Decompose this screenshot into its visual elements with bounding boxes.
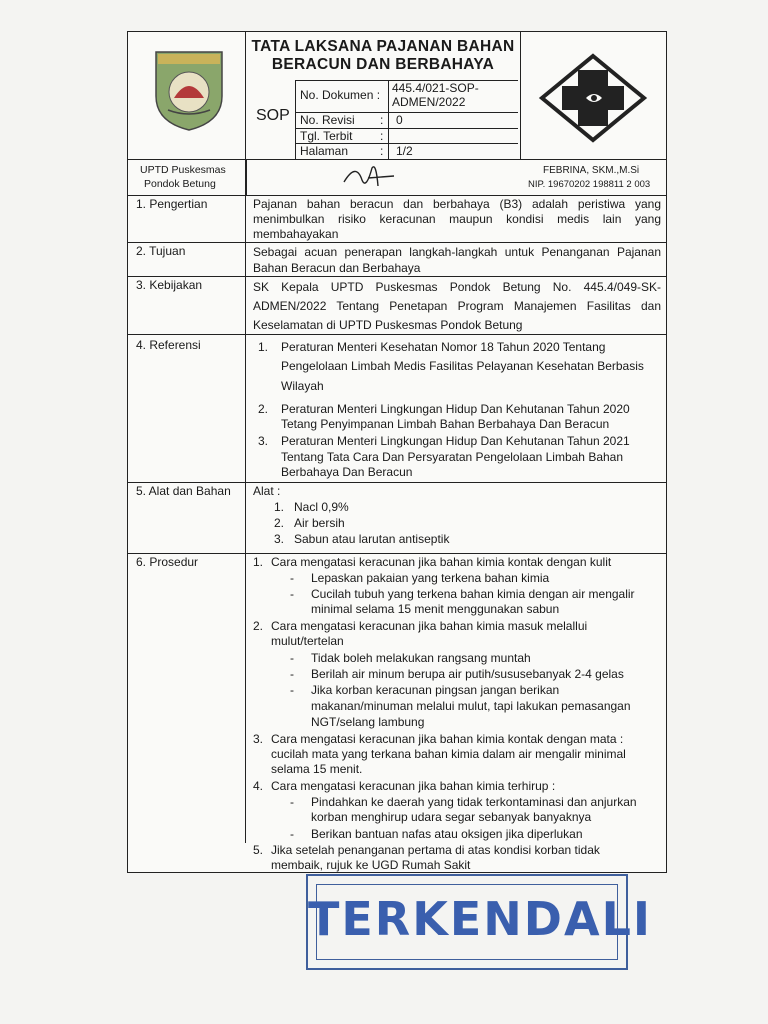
prosedur-step-2-sub-3-line-3: NGT/selang lambung <box>311 715 425 729</box>
halaman-value: 1/2 <box>396 144 413 158</box>
prosedur-step-1-sub-2-line-1: Cucilah tubuh yang terkena bahan kimia dengan air mengalir <box>311 587 635 601</box>
prosedur-step-2-line-2: mulut/tertelan <box>271 634 344 648</box>
sop-label: SOP <box>256 107 290 124</box>
referensi-item-2-line-1: Peraturan Menteri Lingkungan Hidup Dan Kehutanan Tahun 2020 <box>281 402 630 416</box>
section-text-tujuan: Sebagai acuan penerapan langkah-langkah untuk Penanganan Pajanan Bahan Beracun dan Berbahaya <box>253 245 661 275</box>
document-title-line-2: BERACUN DAN BERBAHAYA <box>271 56 495 73</box>
referensi-item-1-line-3: Wilayah <box>281 379 324 393</box>
document-title-line-1: TATA LAKSANA PAJANAN BAHAN <box>251 38 515 55</box>
tgl-terbit-colon: : <box>380 129 384 143</box>
alat-item-1: Nacl 0,9% <box>294 500 349 514</box>
sop-document <box>127 31 667 873</box>
prosedur-step-1-line-1: Cara mengatasi keracunan jika bahan kimia kontak dengan kulit <box>271 555 612 569</box>
controlled-stamp <box>306 874 652 970</box>
alat-item-3: Sabun atau larutan antiseptik <box>294 532 450 546</box>
prosedur-step-4-sub-1-line-2: korban menghirup udara segar sebanyak banyaknya <box>311 810 592 824</box>
prosedur-step-3-line-3: selama 15 menit. <box>271 762 363 776</box>
prosedur-step-5-line-1: Jika setelah penanganan pertama di atas kondisi korban tidak <box>271 843 600 857</box>
halaman-colon: : <box>380 144 384 158</box>
tgl-terbit-label: Tgl. Terbit <box>300 129 353 143</box>
prosedur-step-4-sub-1-line-1: Pindahkan ke daerah yang tidak terkontaminasi dan anjurkan <box>311 795 637 809</box>
referensi-num-2: 2. <box>258 402 269 416</box>
section-label-tujuan: 2. Tujuan <box>136 244 186 258</box>
regency-logo <box>150 44 228 132</box>
prosedur-step-4-line-1: Cara mengatasi keracunan jika bahan kimia terhirup : <box>271 779 556 793</box>
prosedur-step-3-line-2: cucilah mata yang terkana bahan kimia dalam air mengalir minimal <box>271 747 626 761</box>
prosedur-num-3: 3. <box>253 732 264 746</box>
section-text-pengertian: Pajanan bahan beracun dan berbahaya (B3) adalah peristiwa yang menimbulkan risiko keracunan maupun kondisi medis lain yang membahayakan <box>253 197 661 241</box>
section-label-alat: 5. Alat dan Bahan <box>136 484 231 498</box>
org-name-line-2: Pondok Betung <box>144 178 216 190</box>
stamp-text: TERKENDALI <box>308 892 652 946</box>
no-dokumen-value-1: 445.4/021-SOP- <box>392 81 479 95</box>
prosedur-num-5: 5. <box>253 843 264 857</box>
bullet-dash: - <box>290 667 294 681</box>
referensi-num-3: 3. <box>258 434 269 448</box>
no-dokumen-label: No. Dokumen : <box>300 88 381 102</box>
prosedur-step-2-sub-1: Tidak boleh melakukan rangsang muntah <box>311 651 531 665</box>
halaman-label: Halaman <box>300 144 349 158</box>
bullet-dash: - <box>290 651 294 665</box>
prosedur-step-4-sub-2: Berikan bantuan nafas atau oksigen jika diperlukan <box>311 827 583 841</box>
no-revisi-label: No. Revisi <box>300 113 355 127</box>
no-revisi-colon: : <box>380 113 384 127</box>
prosedur-num-4: 4. <box>253 779 264 793</box>
referensi-item-1-line-2: Pengelolaan Limbah Medis Fasilitas Pelayanan Kesehatan Berbasis <box>281 359 644 373</box>
section-text-kebijakan: SK Kepala UPTD Puskesmas Pondok Betung No. 445.4/049-SK-ADMEN/2022 Tentang Penetapan Program Manajemen Fasilitas dan Keselamatan di UPTD Puskesmas Pondok Betung <box>253 280 661 332</box>
bullet-dash: - <box>290 683 294 697</box>
alat-num-1: 1. <box>274 500 285 514</box>
referensi-item-2-line-2: Tetang Penyimpanan Limbah Bahan Berbahaya Dan Beracun <box>281 417 610 431</box>
prosedur-step-2-sub-3-line-2: makanan/minuman melalui mulut, tapi lakukan pemasangan <box>311 699 631 713</box>
no-dokumen-value-2: ADMEN/2022 <box>392 95 466 109</box>
bullet-dash: - <box>290 795 294 809</box>
alat-num-3: 3. <box>274 532 285 546</box>
alat-heading: Alat : <box>253 484 281 498</box>
referensi-num-1: 1. <box>258 340 269 354</box>
section-label-kebijakan: 3. Kebijakan <box>136 278 203 292</box>
referensi-item-3-line-1: Peraturan Menteri Lingkungan Hidup Dan Kehutanan Tahun 2021 <box>281 434 630 448</box>
signature <box>338 160 398 199</box>
section-label-pengertian: 1. Pengertian <box>136 197 208 211</box>
alat-num-2: 2. <box>274 516 285 530</box>
prosedur-step-5-line-2: membaik, rujuk ke UGD Rumah Sakit <box>271 858 471 872</box>
referensi-item-3-line-2: Tentang Tata Cara Dan Persyaratan Pengelolaan Limbah Bahan <box>281 450 624 464</box>
prosedur-step-2-sub-2: Berilah air minum berupa air putih/sususebanyak 2-4 gelas <box>311 667 624 681</box>
prosedur-step-2-sub-3-line-1: Jika korban keracunan pingsan jangan berikan <box>311 683 560 697</box>
bullet-dash: - <box>290 571 294 585</box>
prosedur-step-3-line-1: Cara mengatasi keracunan jika bahan kimia kontak dengan mata : <box>271 732 624 746</box>
no-revisi-value: 0 <box>396 113 403 127</box>
referensi-item-1-line-1: Peraturan Menteri Kesehatan Nomor 18 Tahun 2020 Tentang <box>281 340 606 354</box>
section-label-prosedur: 6. Prosedur <box>136 555 199 569</box>
prosedur-step-1-sub-2-line-2: minimal selama 15 menit menggunakan sabun <box>311 602 560 616</box>
signer-nip: NIP. 19670202 198811 2 003 <box>528 179 651 190</box>
section-label-referensi: 4. Referensi <box>136 338 201 352</box>
prosedur-step-2-line-1: Cara mengatasi keracunan jika bahan kimia masuk melallui <box>271 619 588 633</box>
signer-name: FEBRINA, SKM.,M.Si <box>543 165 640 176</box>
prosedur-num-1: 1. <box>253 555 264 569</box>
bullet-dash: - <box>290 827 294 841</box>
prosedur-step-1-sub-1: Lepaskan pakaian yang terkena bahan kimia <box>311 571 550 585</box>
alat-item-2: Air bersih <box>294 516 345 530</box>
referensi-item-3-line-3: Berbahaya Dan Beracun <box>281 465 413 479</box>
puskesmas-logo <box>538 52 648 144</box>
org-name-line-1: UPTD Puskesmas <box>140 164 226 176</box>
prosedur-num-2: 2. <box>253 619 264 633</box>
bullet-dash: - <box>290 587 294 601</box>
